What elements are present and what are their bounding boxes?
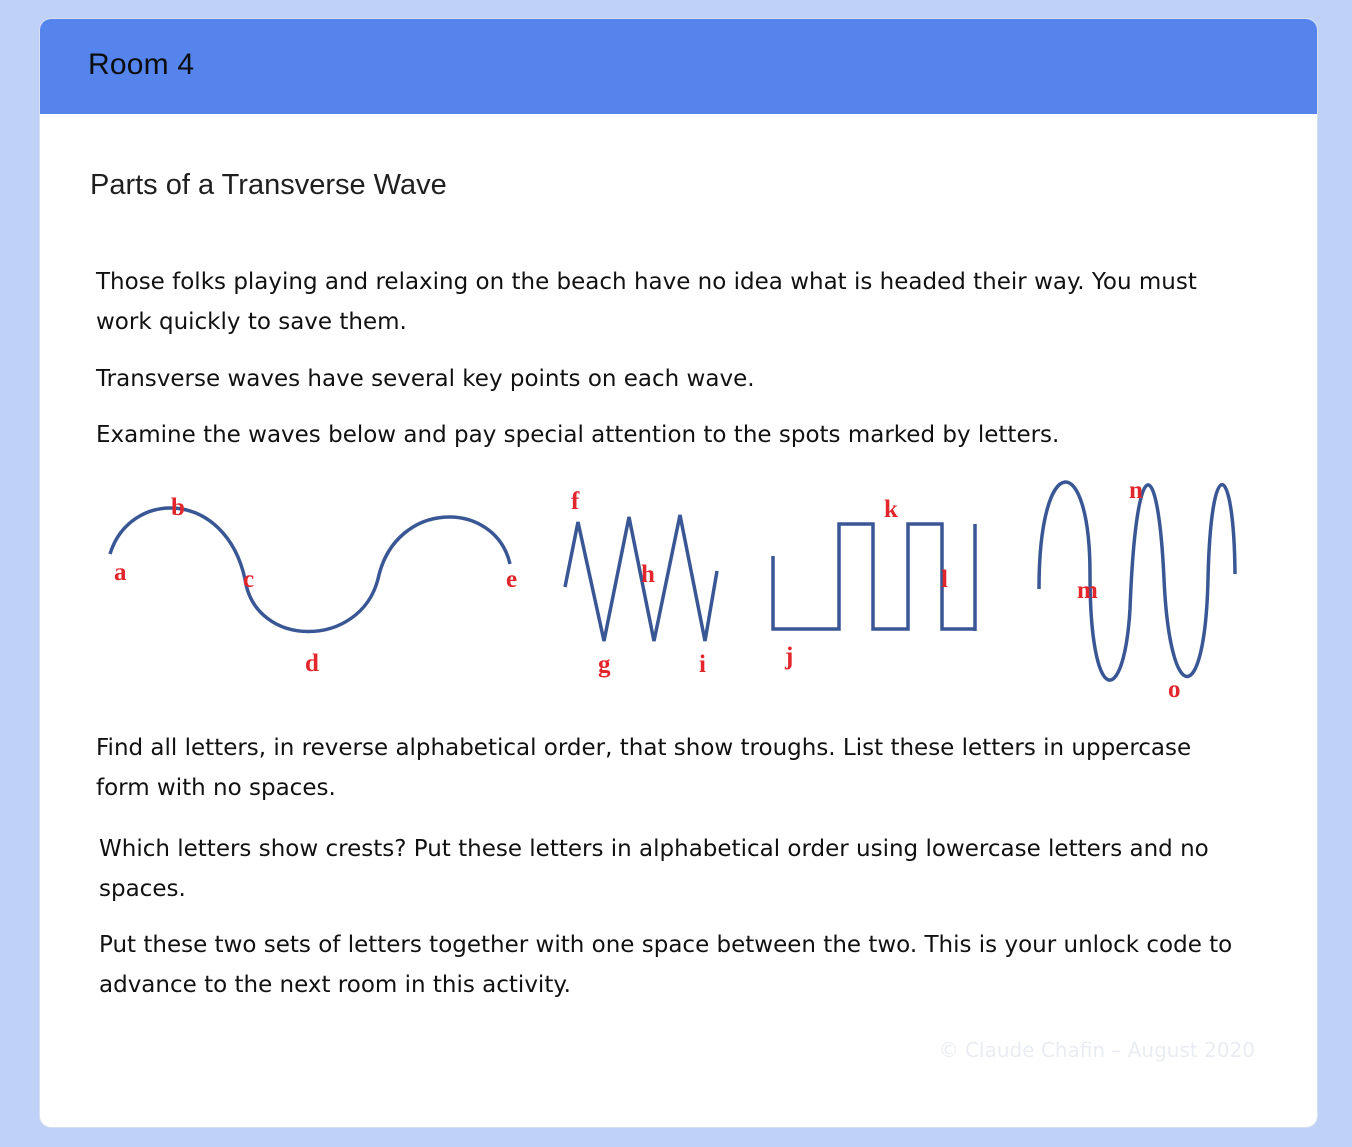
examine-paragraph: Examine the waves below and pay special attention to the spots marked by letters. bbox=[96, 422, 1060, 448]
label-f: f bbox=[571, 488, 580, 515]
label-d: d bbox=[305, 650, 319, 677]
label-o: o bbox=[1168, 676, 1181, 703]
zigzag-wave bbox=[565, 515, 717, 641]
room-title: Room 4 bbox=[88, 48, 195, 81]
label-c: c bbox=[243, 566, 255, 593]
key-points-paragraph: Transverse waves have several key points on each wave. bbox=[96, 366, 755, 392]
copyright-notice: © Claude Chafin – August 2020 bbox=[938, 1038, 1255, 1062]
label-a: a bbox=[114, 559, 127, 586]
label-j: j bbox=[785, 643, 794, 670]
label-e: e bbox=[506, 566, 518, 593]
label-n: n bbox=[1129, 477, 1143, 504]
sine-wave-smooth bbox=[110, 508, 510, 632]
intro-paragraph: Those folks playing and relaxing on the beach have no idea what is headed their way. You must work quickly to save them. bbox=[96, 269, 1197, 335]
room-header bbox=[40, 19, 1317, 114]
crests-question: Which letters show crests? Put these letters in alphabetical order using lowercase letters and no spaces. bbox=[99, 836, 1209, 902]
section-title: Parts of a Transverse Wave bbox=[90, 169, 447, 201]
label-h: h bbox=[641, 561, 655, 588]
room-card bbox=[39, 18, 1318, 1128]
square-wave bbox=[773, 524, 975, 631]
label-l: l bbox=[941, 566, 948, 593]
label-m: m bbox=[1077, 577, 1098, 604]
sine-wave-tall bbox=[1039, 482, 1235, 680]
label-i: i bbox=[699, 651, 706, 678]
label-k: k bbox=[884, 496, 898, 523]
label-b: b bbox=[171, 494, 185, 521]
combine-instructions: Put these two sets of letters together with one space between the two. This is your unlock code to advance to the next room in this activity. bbox=[99, 932, 1233, 998]
label-g: g bbox=[598, 651, 611, 678]
troughs-question: Find all letters, in reverse alphabetical order, that show troughs. List these letters in uppercase form with no spaces. bbox=[96, 735, 1192, 801]
